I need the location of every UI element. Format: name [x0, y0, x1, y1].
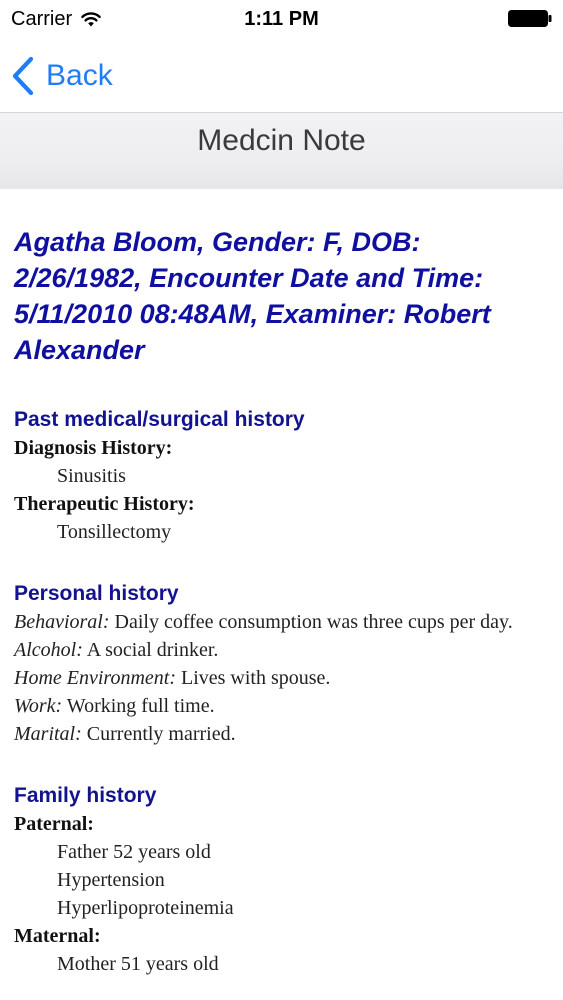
- status-time: 1:11 PM: [244, 8, 319, 30]
- note-content: [14, 224, 549, 978]
- patient-header: Agatha Bloom, Gender: F, DOB: 2/26/1982, Encounter Date and Time: 5/11/2010 08:48AM, Examiner: Robert Alexander: [14, 227, 491, 365]
- page-title: Medcin Note: [197, 124, 366, 157]
- entry-label: Work:: [14, 695, 63, 717]
- back-button[interactable]: [10, 54, 113, 98]
- entry-text: Daily coffee consumption was three cups per day.: [109, 611, 513, 633]
- therapeutic-history-label: Therapeutic History:: [14, 493, 195, 515]
- carrier-label: Carrier: [11, 8, 73, 30]
- personal-history-entry: [14, 692, 549, 720]
- paternal-item: Hyperlipoproteinemia: [57, 897, 234, 919]
- entry-label: Behavioral:: [14, 611, 110, 633]
- entry-text: Lives with spouse.: [176, 667, 331, 689]
- entry-text: Currently married.: [81, 723, 236, 745]
- maternal-item: Mother 51 years old: [57, 953, 219, 975]
- entry-text: A social drinker.: [82, 639, 219, 661]
- title-bar: [0, 113, 563, 189]
- navigation-bar: [0, 40, 563, 113]
- entry-text: Working full time.: [62, 695, 215, 717]
- status-bar: [0, 0, 563, 40]
- entry-label: Alcohol:: [14, 639, 83, 661]
- therapeutic-item: Tonsillectomy: [57, 521, 172, 543]
- maternal-label: Maternal:: [14, 925, 101, 947]
- section-heading-family-history: Family history: [14, 784, 157, 807]
- diagnosis-item: Sinusitis: [57, 465, 126, 487]
- diagnosis-history-label: Diagnosis History:: [14, 437, 173, 459]
- personal-history-entry: [14, 636, 549, 664]
- personal-history-entry: [14, 664, 549, 692]
- paternal-item: Hypertension: [57, 869, 165, 891]
- paternal-label: Paternal:: [14, 813, 94, 835]
- chevron-left-icon: [10, 56, 36, 96]
- back-label: Back: [46, 59, 113, 92]
- section-heading-personal-history: Personal history: [14, 582, 179, 605]
- personal-history-entry: [14, 608, 549, 636]
- entry-label: Marital:: [14, 723, 82, 745]
- entry-label: Home Environment:: [14, 667, 176, 689]
- paternal-item: Father 52 years old: [57, 841, 211, 863]
- personal-history-entry: [14, 720, 549, 748]
- section-heading-past-history: Past medical/surgical history: [14, 408, 305, 431]
- battery-icon: [508, 10, 552, 27]
